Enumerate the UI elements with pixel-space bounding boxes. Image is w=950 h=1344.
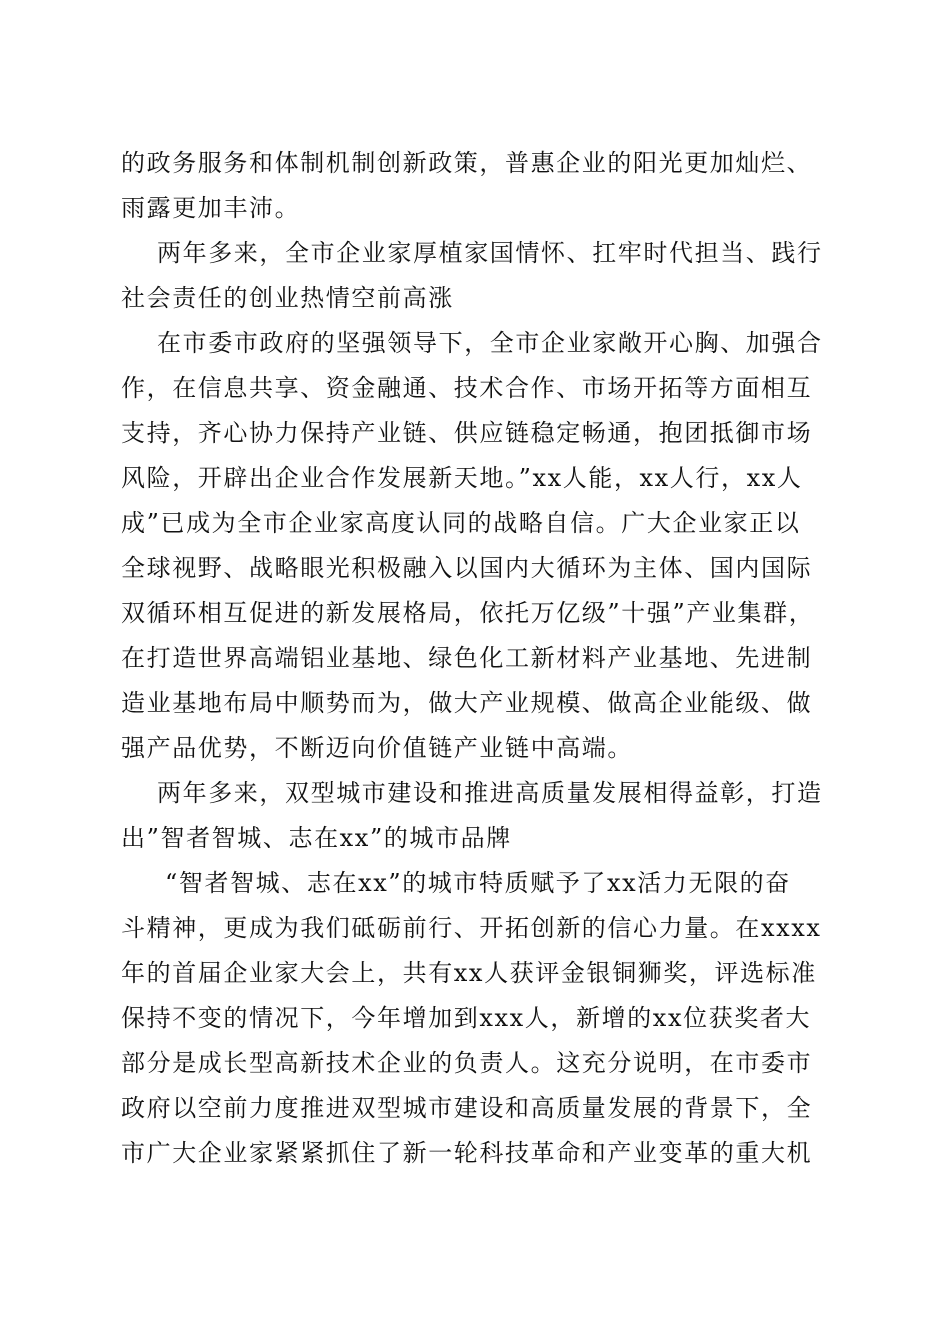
text-line: 成”已成为全市企业家高度认同的战略自信。广大企业家正以 bbox=[121, 509, 801, 537]
text-line: 支持，齐心协力保持产业链、供应链稳定畅通，抱团抵御市场 bbox=[121, 419, 813, 447]
document-body bbox=[121, 141, 831, 1176]
text-line: 的政务服务和体制机制创新政策，普惠企业的阳光更加灿烂、 bbox=[121, 149, 813, 177]
text-line: “智者智城、志在xx”的城市特质赋予了xx活力无限的奋 bbox=[165, 869, 791, 897]
text-line: 市广大企业家紧紧抓住了新一轮科技革命和产业变革的重大机 bbox=[121, 1139, 813, 1167]
text-line: 全球视野、战略眼光积极融入以国内大循环为主体、国内国际 bbox=[121, 554, 813, 582]
paragraph-heading-line: 社会责任的创业热情空前高涨 bbox=[121, 284, 454, 312]
text-line: 部分是成长型高新技术企业的负责人。这充分说明，在市委市 bbox=[121, 1049, 813, 1077]
paragraph-heading-line: 两年多来，全市企业家厚植家国情怀、扛牢时代担当、践行 bbox=[157, 239, 823, 267]
paragraph-heading-line: 两年多来，双型城市建设和推进高质量发展相得益彰，打造 bbox=[157, 779, 823, 807]
text-line: 强产品优势，不断迈向价值链产业链中高端。 bbox=[121, 734, 633, 762]
text-line: 在市委市政府的坚强领导下，全市企业家敞开心胸、加强合 bbox=[157, 329, 823, 357]
text-line: 在打造世界高端铝业基地、绿色化工新材料产业基地、先进制 bbox=[121, 644, 813, 672]
text-line: 双循环相互促进的新发展格局，依托万亿级”十强”产业集群， bbox=[121, 599, 815, 627]
text-line: 年的首届企业家大会上，共有xx人获评金银铜狮奖，评选标准 bbox=[121, 959, 817, 987]
text-line: 风险，开辟出企业合作发展新天地。”xx人能，xx人行，xx人 bbox=[121, 464, 803, 492]
text-line: 政府以空前力度推进双型城市建设和高质量发展的背景下，全 bbox=[121, 1094, 813, 1122]
text-line: 保持不变的情况下，今年增加到xxx人，新增的xx位获奖者大 bbox=[121, 1004, 812, 1032]
text-line: 雨露更加丰沛。 bbox=[121, 194, 301, 222]
text-line: 造业基地布局中顺势而为，做大产业规模、做高企业能级、做 bbox=[121, 689, 813, 717]
text-line: 作，在信息共享、资金融通、技术合作、市场开拓等方面相互 bbox=[121, 374, 813, 402]
text-line: 斗精神，更成为我们砥砺前行、开拓创新的信心力量。在xxxx bbox=[121, 914, 822, 942]
paragraph-heading-line: 出”智者智城、志在xx”的城市品牌 bbox=[121, 824, 512, 852]
